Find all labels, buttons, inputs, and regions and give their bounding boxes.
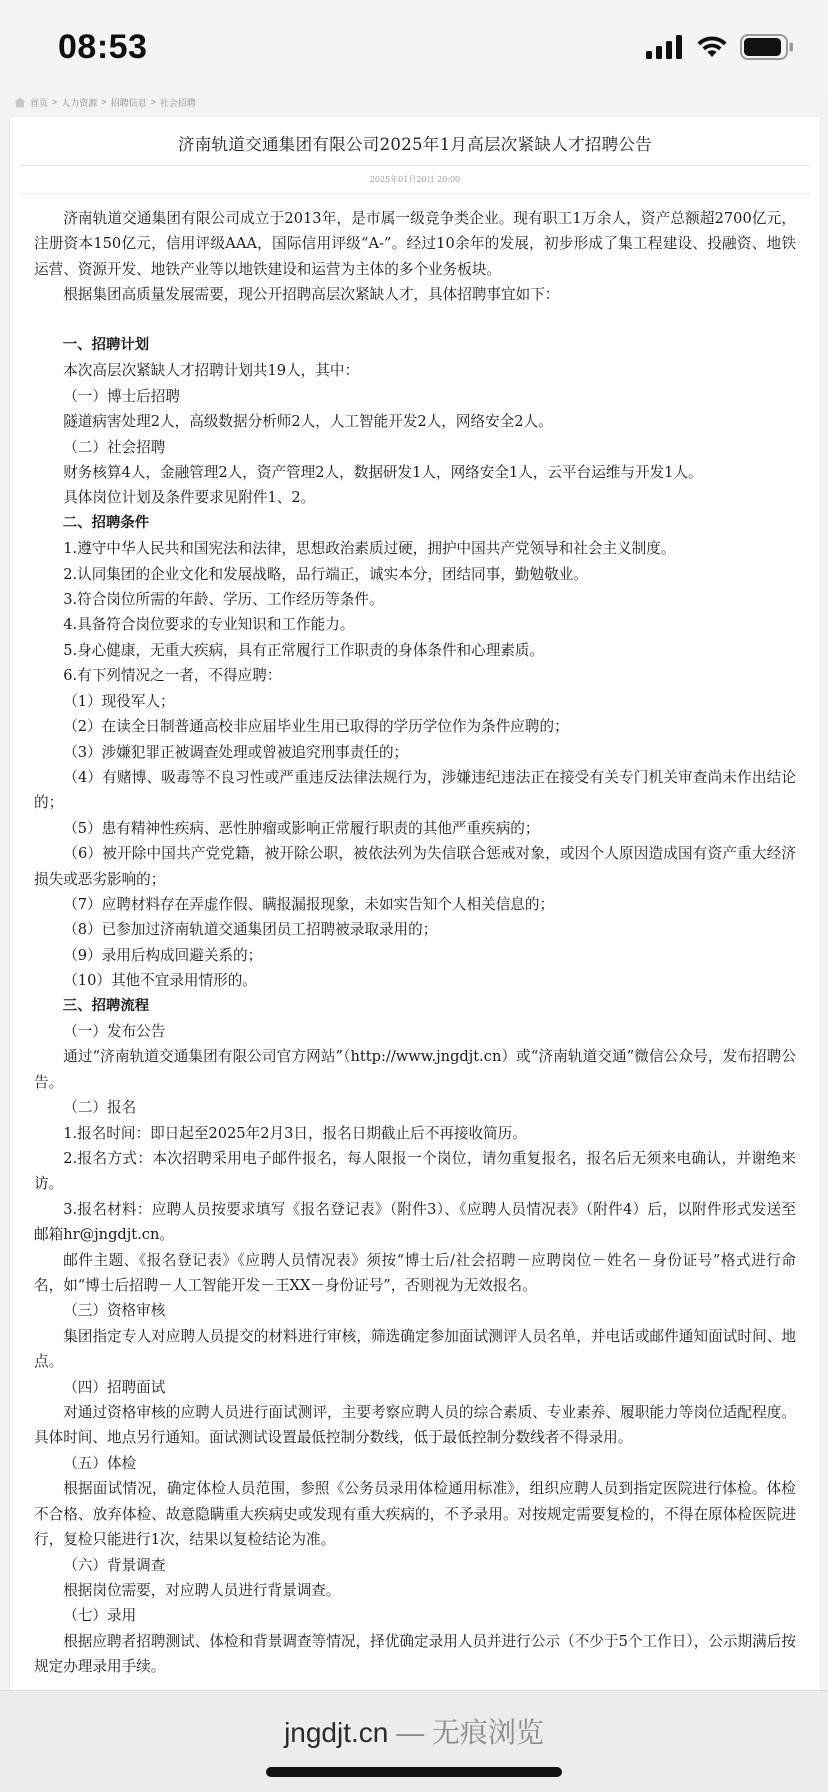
paragraph: 隧道病害处理2人，高级数据分析师2人，人工智能开发2人，网络安全2人。: [63, 413, 553, 431]
title-divider: [20, 165, 810, 166]
subsection-heading: （一）博士后招聘: [63, 387, 180, 405]
paragraph: 济南轨道交通集团有限公司成立于2013年，是市属一级竞争类企业。现有职工1万余人，资产总额超2700亿元，注册资本150亿元，信用评级AAA，国际信用评级“A-”。经过10余年的发展，初步形成了集工程建设、投融资、地铁运营、资源开发、地铁产业等以地铁建设和运营为主体的多个业务板块。: [34, 210, 796, 278]
home-indicator[interactable]: [266, 1767, 562, 1777]
list-item: 6.有下列情况之一者，不得应聘：: [63, 667, 282, 685]
subsection-heading: （二）社会招聘: [63, 438, 166, 456]
paragraph: 根据集团高质量发展需要，现公开招聘高层次紧缺人才，具体招聘事宜如下：: [63, 286, 560, 304]
sub-list-item: （3）涉嫌犯罪正被调查处理或曾被追究刑事责任的；: [63, 743, 409, 761]
article: [9, 116, 821, 1692]
subsection-heading: （五）体检: [63, 1454, 137, 1472]
address-separator: —: [396, 1717, 425, 1748]
status-bar: [0, 0, 828, 96]
breadcrumb-separator: >: [150, 97, 156, 107]
sub-list-item: （4）有赌博、吸毒等不良习性或严重违反法律法规行为，涉嫌违纪违法正在接受有关专门机关审查尚未作出结论的；: [34, 768, 796, 812]
sub-list-item: （5）患有精神性疾病、恶性肿瘤或影响正常履行职责的其他严重疾病的；: [63, 819, 540, 837]
subsection-heading: （一）发布公告: [63, 1022, 166, 1040]
private-mode-label: 无痕浏览: [431, 1717, 544, 1748]
sub-list-item: （1）现役军人；: [63, 692, 175, 710]
sub-list-item: （6）被开除中国共产党党籍，被开除公职，被依法列为失信联合惩戒对象，或因个人原因造成国有资产重大经济损失或恶劣影响的；: [34, 845, 796, 888]
list-item: 1.报名时间：即日起至2025年2月3日，报名日期截止后不再接收简历。: [63, 1124, 527, 1142]
article-body: [10, 194, 820, 1680]
section-heading: 三、招聘流程: [62, 997, 150, 1014]
list-item: 3.报名材料：应聘人员按要求填写《报名登记表》（附件3）、《应聘人员情况表》（附件4）后，以附件形式发送至邮箱hr@jngdjt.cn。: [34, 1200, 796, 1244]
battery-icon: [740, 34, 794, 60]
breadcrumb-home[interactable]: 首页: [30, 97, 49, 108]
subsection-heading: （二）报名: [63, 1099, 137, 1117]
status-time: 08:53: [58, 28, 148, 66]
subsection-heading: （七）录用: [63, 1607, 137, 1625]
list-item: 2.报名方式：本次招聘采用电子邮件报名，每人限报一个岗位，请勿重复报名，报名后无须来电确认，并谢绝来访。: [34, 1150, 796, 1193]
sub-list-item: （10）其他不宜录用情形的。: [63, 972, 257, 990]
breadcrumb-separator: >: [52, 97, 58, 107]
breadcrumb-hr[interactable]: 人力资源: [61, 97, 98, 108]
paragraph: 财务核算4人，金融管理2人，资产管理2人，数据研发1人，网络安全1人，云平台运维与开发1人。: [63, 464, 703, 482]
paragraph: 具体岗位计划及条件要求见附件1、2。: [63, 489, 316, 507]
paragraph: 根据应聘者招聘测试、体检和背景调查等情况，择优确定录用人员并进行公示（不少于5个工作日），公示期满后按规定办理录用手续。: [34, 1632, 796, 1676]
subsection-heading: （三）资格审核: [63, 1302, 166, 1320]
breadcrumb-jobs[interactable]: 招聘信息: [110, 97, 147, 108]
breadcrumb-separator: >: [101, 97, 107, 107]
article-title: 济南轨道交通集团有限公司2025年1月高层次紧缺人才招聘公告: [178, 135, 652, 154]
list-item: 5.身心健康，无重大疾病，具有正常履行工作职责的身体条件和心理素质。: [63, 641, 545, 659]
subsection-heading: （六）背景调查: [63, 1556, 166, 1574]
sub-list-item: （9）录用后构成回避关系的；: [63, 946, 263, 964]
list-item: 1.遵守中华人民共和国宪法和法律，思想政治素质过硬，拥护中国共产党领导和社会主义制度。: [63, 540, 676, 558]
sub-list-item: （8）已参加过济南轨道交通集团员工招聘被录取录用的；: [63, 921, 438, 939]
browser-address-bar[interactable]: [0, 1690, 828, 1792]
breadcrumb: [14, 94, 196, 110]
cellular-signal-icon: [646, 35, 684, 59]
paragraph: 邮件主题、《报名登记表》《应聘人员情况表》须按“博士后/社会招聘－应聘岗位－姓名－身份证号”格式进行命名，如“博士后招聘－人工智能开发－王XX－身份证号”，否则视为无效报名。: [34, 1251, 796, 1295]
paragraph: 对通过资格审核的应聘人员进行面试测评，主要考察应聘人员的综合素质、专业素养、履职能力等岗位适配程度。具体时间、地点另行通知。面试测试设置最低控制分数线，低于最低控制分数线者不得录用。: [34, 1404, 796, 1447]
article-date: 2025年01月20日 20:00: [369, 175, 461, 184]
paragraph: 根据岗位需要，对应聘人员进行背景调查。: [63, 1581, 341, 1599]
list-item: 2.认同集团的企业文化和发展战略，品行端正，诚实本分，团结同事，勤勉敬业。: [63, 565, 588, 583]
list-item: 4.具备符合岗位要求的专业知识和工作能力。: [63, 616, 355, 634]
section-heading: 二、招聘条件: [62, 514, 150, 531]
blank-line: [34, 308, 796, 333]
sub-list-item: （2）在读全日制普通高校非应届毕业生用已取得的学历学位作为条件应聘的；: [63, 718, 569, 736]
sub-list-item: （7）应聘材料存在弄虚作假、瞒报漏报现象，未如实告知个人相关信息的；: [63, 895, 555, 913]
section-heading: 一、招聘计划: [62, 337, 150, 354]
list-item: 3.符合岗位所需的年龄、学历、工作经历等条件。: [63, 591, 384, 609]
address-domain: jngdjt.cn: [284, 1717, 389, 1748]
subsection-heading: （四）招聘面试: [63, 1378, 166, 1396]
paragraph: 通过“济南轨道交通集团有限公司官方网站”（http://www.jngdjt.cn）或“济南轨道交通”微信公众号，发布招聘公告。: [34, 1048, 796, 1091]
breadcrumb-social[interactable]: 社会招聘: [159, 97, 196, 108]
status-icons: [646, 34, 794, 60]
paragraph: 本次高层次紧缺人才招聘计划共19人，其中：: [63, 362, 360, 380]
address-label[interactable]: [0, 1711, 828, 1751]
home-icon[interactable]: [14, 97, 26, 108]
wifi-icon: [696, 35, 728, 59]
paragraph: 集团指定专人对应聘人员提交的材料进行审核，筛选确定参加面试测评人员名单，并电话或邮件通知面试时间、地点。: [34, 1327, 796, 1371]
paragraph: 根据面试情况，确定体检人员范围，参照《公务员录用体检通用标准》，组织应聘人员到指定医院进行体检。体检不合格、放弃体检、故意隐瞒重大疾病史或发现有重大疾病的，不予录用。对按规定需要复检的，不得在原体检医院进行，复检只能进行1次，结果以复检结论为准。: [34, 1480, 796, 1549]
